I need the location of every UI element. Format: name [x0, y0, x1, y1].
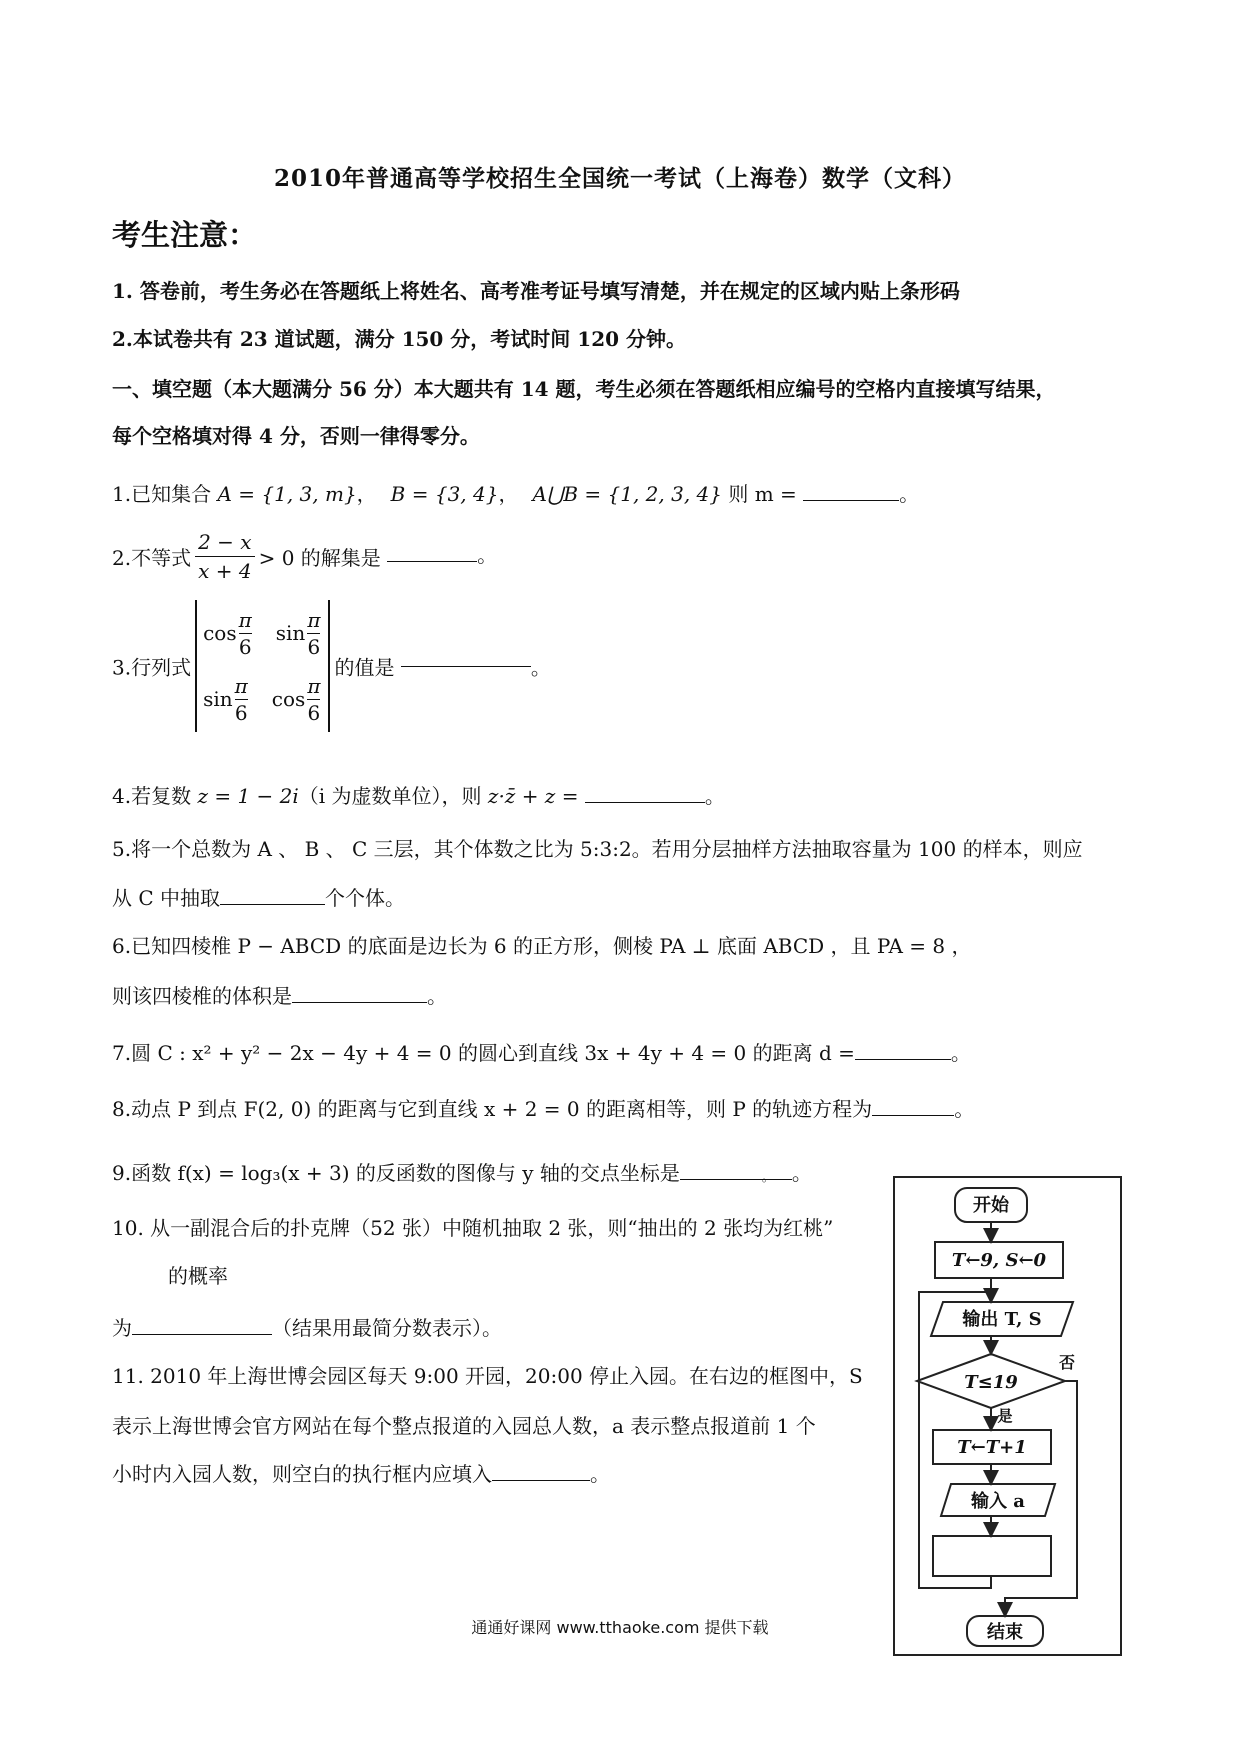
question-6-cont: 则该四棱椎的体积是 。 [112, 984, 447, 1008]
question-10-cont: 的概率 [168, 1264, 228, 1288]
flowchart-frame [893, 1176, 1122, 1656]
question-4: 4.若复数 z = 1 − 2i（i 为虚数单位），则 z·z̄ + z = 。 [112, 784, 725, 808]
flow-inc-label: T←T+1 [957, 1437, 1027, 1458]
answer-blank-10[interactable] [132, 1333, 272, 1335]
question-11-cont: 表示上海世博会官方网站在每个整点报道的入园总人数，a 表示整点报道前 1 个 [112, 1414, 816, 1438]
section-1-intro: 一、填空题（本大题满分 56 分）本大题共有 14 题，考生必须在答题纸相应编号的空格内直接填写结果， [112, 377, 1056, 401]
question-2: 2.不等式 $\frac{2 - x}{x + 4}$ > 0 的解集是 。 [112, 530, 498, 583]
flow-end-label: 结束 [987, 1622, 1023, 1643]
flowchart [895, 1178, 1120, 1654]
question-1: 1.已知集合 A = {1, 3, m}， B = {3, 4}， A⋃B = {1, 2, 3, 4} 则 m = 。 [112, 482, 920, 506]
notice-1: 1. 答卷前，考生务必在答题纸上将姓名、高考准考证号填写清楚，并在规定的区域内贴上条形码 [112, 279, 960, 303]
flow-start-label: 开始 [973, 1195, 1009, 1216]
answer-blank-4[interactable] [585, 801, 705, 803]
question-5-cont: 从 C 中抽取 个个体。 [112, 886, 406, 910]
flow-input-label: 输入 a [971, 1491, 1025, 1512]
page-title: 2010年普通高等学校招生全国统一考试（上海卷）数学（文科） [273, 165, 966, 192]
question-10: 10. 从一副混合后的扑克牌（52 张）中随机抽取 2 张，则“抽出的 2 张均为红桃” [112, 1216, 834, 1240]
question-8: 8.动点 P 到点 F(2, 0) 的距离与它到直线 x + 2 = 0 的距离相等，则 P 的轨迹方程为 。 [112, 1097, 975, 1121]
question-11: 11. 2010 年上海世博会园区每天 9:00 开园，20:00 停止入园。在右边的框图中，S [112, 1364, 863, 1388]
notice-2: 2.本试卷共有 23 道试题，满分 150 分，考试时间 120 分钟。 [112, 327, 686, 351]
answer-blank-1[interactable] [803, 499, 899, 501]
answer-blank-9[interactable]: 。 [680, 1178, 792, 1180]
section-1-intro-2: 每个空格填对得 4 分，否则一律得零分。 [112, 424, 480, 448]
answer-blank-6[interactable] [292, 1001, 427, 1003]
question-5: 5.将一个总数为 A 、 B 、 C 三层，其个体数之比为 5:3:2。若用分层抽样方法抽取容量为 100 的样本，则应 [112, 837, 1083, 861]
question-7: 7.圆 C : x² + y² − 2x − 4y + 4 = 0 的圆心到直线 3x + 4y + 4 = 0 的距离 d = 。 [112, 1041, 971, 1065]
question-9: 9.函数 f(x) = log₃(x + 3) 的反函数的图像与 y 轴的交点坐标是 。 。 [112, 1161, 812, 1185]
answer-blank-7[interactable] [855, 1058, 951, 1060]
flow-yes-label: 是 [997, 1407, 1013, 1425]
flow-output-label: 输出 T, S [962, 1309, 1042, 1330]
notice-heading: 考生注意： [112, 218, 258, 252]
question-6: 6.已知四棱椎 P − ABCD 的底面是边长为 6 的正方形，侧棱 PA ⊥ 底面 ABCD ，且 PA = 8 ， [112, 934, 972, 958]
question-3: 3.行列式 cos π 6 sin π 6 sin π 6 cos π 6 的值是 。 [112, 600, 551, 732]
determinant: cos π 6 sin π 6 sin π 6 cos π 6 [195, 600, 330, 732]
flow-blank-node [933, 1536, 1051, 1576]
answer-blank-5[interactable] [220, 903, 325, 905]
question-10-cont-2: 为 （结果用最简分数表示）。 [112, 1316, 502, 1340]
flow-cond-label: T≤19 [964, 1372, 1018, 1393]
answer-blank-11[interactable] [492, 1479, 590, 1481]
answer-blank-2[interactable] [387, 560, 477, 562]
question-11-cont-2: 小时内入园人数，则空白的执行框内应填入 。 [112, 1462, 610, 1486]
answer-blank-8[interactable] [872, 1114, 954, 1116]
flow-init-label: T←9, S←0 [951, 1250, 1047, 1271]
page-footer: 通通好课网 www.tthaoke.com 提供下载 [471, 1618, 769, 1637]
flow-no-label: 否 [1058, 1353, 1076, 1372]
answer-blank-3[interactable] [401, 665, 531, 667]
